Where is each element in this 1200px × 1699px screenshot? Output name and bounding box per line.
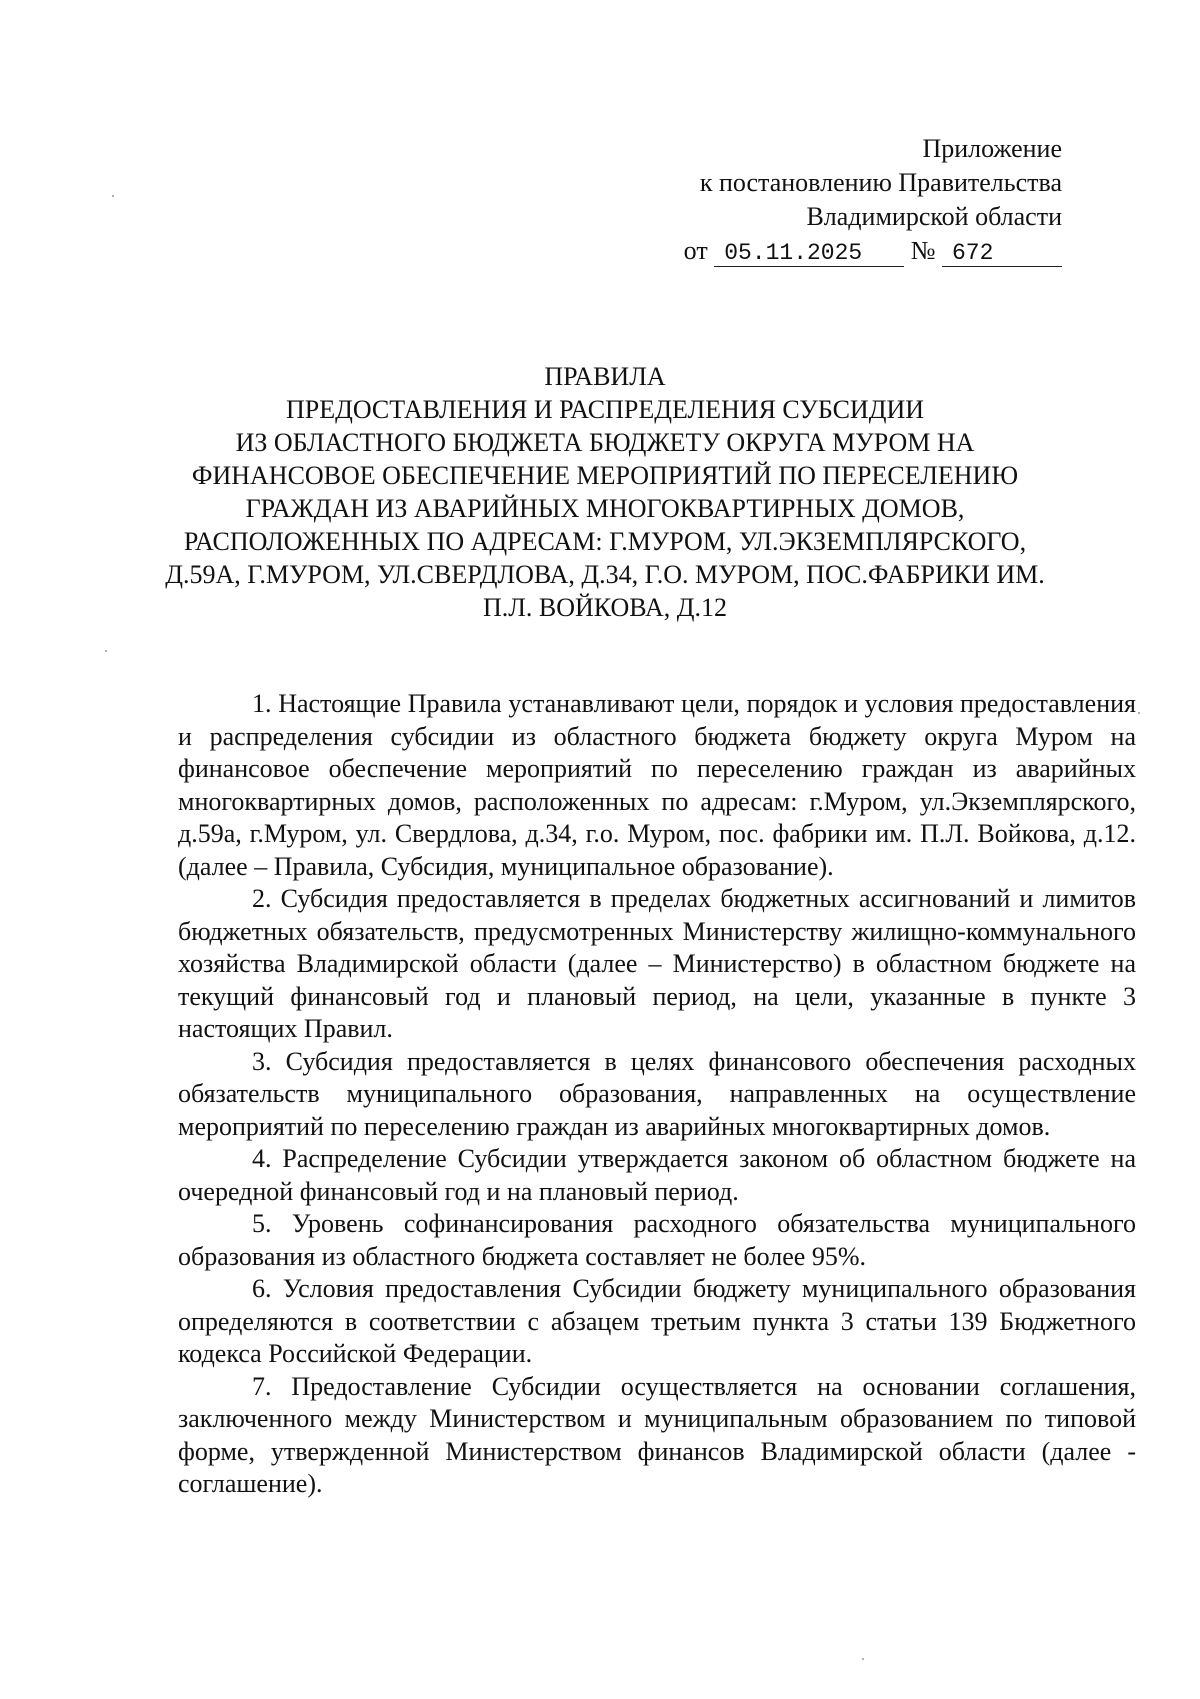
paragraph-5: 5. Уровень софинансирования расходного обязательства муниципального образования из областного бюджета составляет не более 95%. <box>178 1209 1136 1271</box>
paragraph-1: 1. Настоящие Правила устанавливают цели, порядок и условия предоставления и распределения субсидии из областного бюджета бюджету округа Муром на финансовое обеспечение мероприятий по переселению граждан из аварийных многоквартирных домов, расположенных по адресам: г.Муром, ул.Экземплярского, д.59а, г.Муром, ул. Свердлова, д.34, г.о. Муром, пос. фабрики им. П.Л. Войкова, д.12. (далее – Правила, Субсидия, муниципальное образование). <box>178 689 1136 881</box>
scan-speck <box>1138 712 1140 714</box>
date-prefix: от <box>683 236 708 265</box>
scan-speck <box>112 195 114 197</box>
title-line: ГРАЖДАН ИЗ АВАРИЙНЫХ МНОГОКВАРТИРНЫХ ДОМОВ, <box>245 494 965 523</box>
paragraph-6: 6. Условия предоставления Субсидии бюджету муниципального образования определяются в соответствии с абзацем третьим пункта 3 статьи 139 Бюджетного кодекса Российской Федерации. <box>178 1274 1136 1368</box>
title-line: ПРЕДОСТАВЛЕНИЯ И РАСПРЕДЕЛЕНИЯ СУБСИДИИ <box>285 395 924 424</box>
approval-date-number-line <box>642 234 1062 268</box>
document-title <box>140 360 1070 624</box>
title-line: ПРАВИЛА <box>544 362 666 391</box>
document-body <box>178 688 1136 1501</box>
paragraph-7: 7. Предоставление Субсидии осуществляется на основании соглашения, заключенного между Министерством и муниципальным образованием по типовой форме, утвержденной Министерством финансов Владимирской области (далее - соглашение). <box>178 1371 1136 1498</box>
title-line: П.Л. ВОЙКОВА, Д.12 <box>483 593 727 622</box>
approval-region: Владимирской области <box>806 202 1062 231</box>
paragraph-3: 3. Субсидия предоставляется в целях финансового обеспечения расходных обязательств муниципального образования, направленных на осуществление мероприятий по переселению граждан из аварийных многоквартирных домов. <box>178 1046 1136 1141</box>
scan-speck <box>105 650 107 652</box>
approval-reference: к постановлению Правительства <box>699 168 1062 197</box>
approval-heading: Приложение <box>922 134 1062 163</box>
title-line: РАСПОЛОЖЕННЫХ ПО АДРЕСАМ: Г.МУРОМ, УЛ.ЭКЗЕМПЛЯРСКОГО, <box>183 527 1027 556</box>
title-line: Д.59А, Г.МУРОМ, УЛ.СВЕРДЛОВА, Д.34, Г.О. МУРОМ, ПОС.ФАБРИКИ ИМ. <box>165 560 1045 589</box>
title-line: ИЗ ОБЛАСТНОГО БЮДЖЕТА БЮДЖЕТУ ОКРУГА МУРОМ НА <box>235 428 975 457</box>
number-prefix: № <box>910 236 936 265</box>
approval-number: 672 <box>942 240 1062 267</box>
approval-date: 05.11.2025 <box>714 240 904 267</box>
scan-speck <box>862 1658 864 1660</box>
approval-block <box>642 132 1062 268</box>
paragraph-4: 4. Распределение Субсидии утверждается законом об областном бюджете на очередной финансовый год и на плановый период. <box>178 1144 1136 1206</box>
paragraph-2: 2. Субсидия предоставляется в пределах бюджетных ассигнований и лимитов бюджетных обязательств, предусмотренных Министерству жилищно-коммунального хозяйства Владимирской области (далее – Министерство) в областном бюджете на текущий финансовый год и плановый период, на цели, указанные в пункте 3 настоящих Правил. <box>178 884 1136 1043</box>
title-line: ФИНАНСОВОЕ ОБЕСПЕЧЕНИЕ МЕРОПРИЯТИЙ ПО ПЕРЕСЕЛЕНИЮ <box>191 461 1019 490</box>
